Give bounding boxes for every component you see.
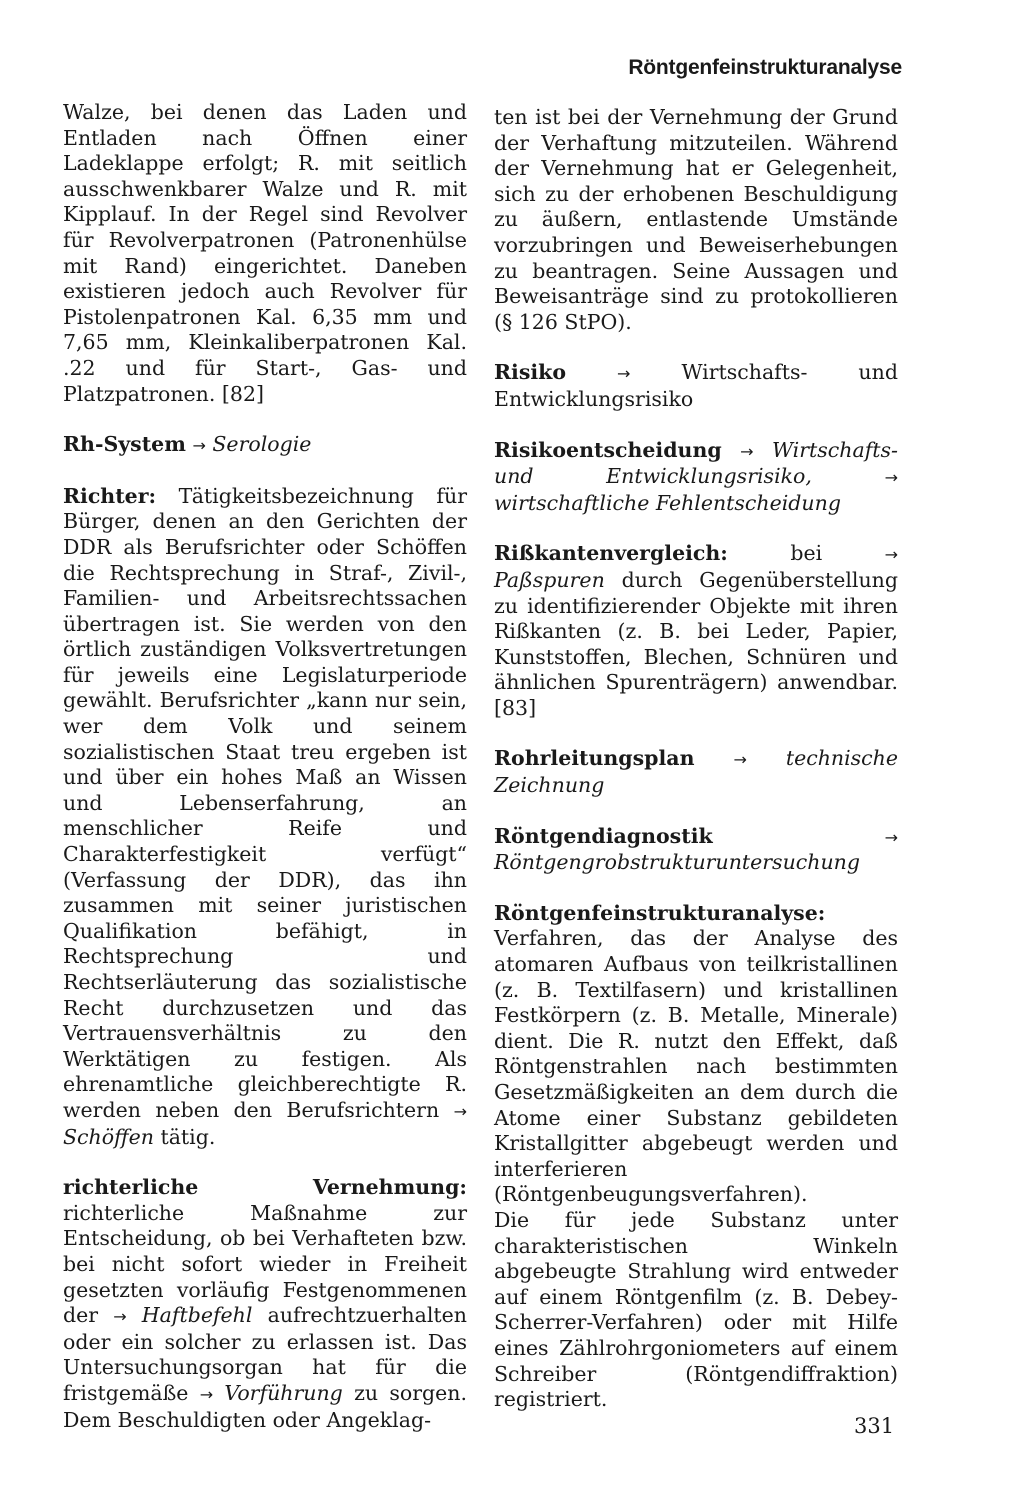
richter-text: Tätigkeitsbezeichnung für Bürger, denen an den Gerichten der DDR als Berufsrichter oder Schöffen die Rechtsprechung in Straf-, Zivil-, Familien- und Arbeitsrechtssachen übertragen ist. Sie werden von den örtlich zuständigen Volksvertretungen für jeweils eine Legislaturperiode gewählt. Berufsrichter „kann nur sein, wer dem Volk und seinem sozialistischen Staat treu ergeben ist und über ein hohes Maß an Wissen und Lebenserfahrung, an menschlicher Reife und Charakterfestigkeit verfügt“ (Verfassung der DDR), das ihn zusammen mit seiner juristischen Qualifikation befähigt, in Rechtsprechung und Rechtserläuterung das sozialistische Recht durchzusetzen und das Vertrauensverhältnis zu den Werktätigen zu festigen. Als ehrenamtliche gleichberechtigte R. werden neben den Berufsrichtern [63, 483, 467, 1122]
risskanten-text-b: durch Gegenüberstellung zu identifizierender Objekte mit ihren Rißkanten (z. B. bei Leder, Papier, Kunststoffen, Blechen, Schnüren und ähnlichen Spurenträgern) anwendbar. [83] [494, 567, 898, 720]
crossref-schoeffen[interactable]: Schöffen [63, 1124, 154, 1149]
crossref-haftbefehl[interactable]: Haftbefehl [141, 1303, 253, 1328]
arrow-icon: → [884, 545, 898, 565]
entry-richter [63, 484, 467, 1150]
arrow-icon: → [733, 750, 747, 770]
entry-roentgenfeinstrukturanalyse [494, 901, 898, 1413]
arrow-icon: → [740, 441, 754, 461]
arrow-icon: → [453, 1101, 467, 1121]
left-column [63, 100, 467, 1458]
vernehmung-text-c: zu sorgen. Dem Beschuldigten oder Angeklag- [63, 1380, 467, 1432]
arrow-icon: → [884, 468, 898, 488]
crossref-fehlentscheidung[interactable]: wirtschaftliche Fehlentscheidung [494, 490, 841, 515]
entry-risskantenvergleich [494, 541, 898, 721]
arrow-icon: → [192, 436, 206, 456]
term-richter: Richter: [63, 483, 157, 508]
crossref-grobstruktur[interactable]: Röntgengrobstrukturuntersuchung [494, 850, 860, 875]
revolver-text: Walze, bei denen das Laden und Entladen nach Öffnen einer Ladeklappe erfolgt; R. mit seitlich ausschwenkbarer Walze und R. mit Kipplauf. In der Regel sind Revolver für Revolverpatronen (Patronenhülse mit Rand) eingerichtet. Daneben existieren jedoch auch Revolver für Pistolenpatronen Kal. 6,35 mm und 7,65 mm, Kleinkaliberpatronen Kal. .22 und für Start-, Gas- und Platzpatronen. [82] [63, 100, 467, 406]
crossref-wirtschafts-entwicklungsrisiko[interactable]: Wirtschafts- und Entwicklungsrisiko, [494, 437, 898, 489]
arrow-icon: → [113, 1307, 127, 1327]
term-rh-system: Rh-System [63, 432, 186, 457]
crossref-vorfuehrung[interactable]: Vorführung [224, 1380, 343, 1405]
running-header: Röntgenfeinstrukturanalyse [628, 56, 902, 79]
page-number: 331 [854, 1414, 895, 1438]
term-roentgendiagnostik: Röntgendiagnostik [494, 823, 713, 848]
vernehmung-text-b: aufrechtzuerhalten oder ein solcher zu erlassen ist. Das Untersuchungsorgan hat für die fristgemäße [63, 1303, 467, 1405]
entry-vernehmung-continued [494, 105, 898, 335]
vernehmung-text-a: richterliche Maßnahme zur Entscheidung, ob bei Verhafteten bzw. bei nicht sofort wieder in Freiheit gesetzten vorläufig Festgenommenen der [63, 1200, 467, 1328]
arrow-icon: → [199, 1384, 214, 1404]
term-richterliche-vernehmung: richterliche Vernehmung: [63, 1175, 467, 1200]
term-risskantenvergleich: Rißkantenvergleich: [494, 541, 728, 566]
vernehmung-continued-text: ten ist bei der Vernehmung der Grund der Verhaftung mitzuteilen. Während der Vernehmung hat er Gelegenheit, sich zu der erhobenen Beschuldigung zu äußern, entlastende Umstände vorzubringen und Beweiserhebungen zu beantragen. Seine Aussagen und Beweisanträge sind zu protokollieren (§ 126 StPO). [494, 105, 898, 334]
crossref-wirtschaftsrisiko[interactable]: Wirtschafts- und Entwicklungsrisiko [494, 360, 898, 411]
entry-rh-system [63, 432, 467, 459]
arrow-icon: → [617, 364, 631, 384]
entry-risiko [494, 360, 898, 412]
crossref-passspuren[interactable]: Paßspuren [494, 567, 605, 592]
entry-rohrleitungsplan [494, 746, 898, 798]
entry-revolver-continued [63, 100, 467, 407]
entry-roentgendiagnostik [494, 824, 898, 876]
crossref-serologie[interactable]: Serologie [212, 432, 312, 457]
term-risikoentscheidung: Risikoentscheidung [494, 437, 722, 462]
right-column [494, 105, 898, 1438]
richter-text-end: tätig. [160, 1124, 216, 1149]
roentgenfein-text-b: Die für jede Substanz unter charakteristischen Winkeln abgebeugte Strahlung wird entweder auf einem Röntgenfilm (z. B. Debey-Scherrer-Verfahren) oder mit Hilfe eines Zählrohrgoniometers auf einem Schreiber (Röntgendiffraktion) registriert. [494, 1207, 898, 1412]
entry-risikoentscheidung [494, 438, 898, 517]
entry-richterliche-vernehmung [63, 1175, 467, 1433]
term-roentgenfeinstrukturanalyse: Röntgenfeinstrukturanalyse: [494, 900, 826, 925]
arrow-icon: → [884, 827, 898, 847]
term-risiko: Risiko [494, 360, 567, 385]
roentgenfein-text-a: Verfahren, das der Analyse des atomaren Aufbaus von teilkristallinen (z. B. Textilfasern) und kristallinen Festkörpern (z. B. Metalle, Minerale) dient. Die R. nutzt den Effekt, daß Röntgenstrahlen nach bestimmten Gesetzmäßigkeiten an dem durch die Atome einer Substanz gebildeten Kristallgitter abgebeugt werden und interferieren (Röntgenbeugungsverfahren). [494, 926, 898, 1207]
term-rohrleitungsplan: Rohrleitungsplan [494, 746, 695, 771]
crossref-technische-zeichnung[interactable]: technische Zeichnung [494, 746, 898, 798]
risskanten-text-a: bei [790, 541, 823, 566]
